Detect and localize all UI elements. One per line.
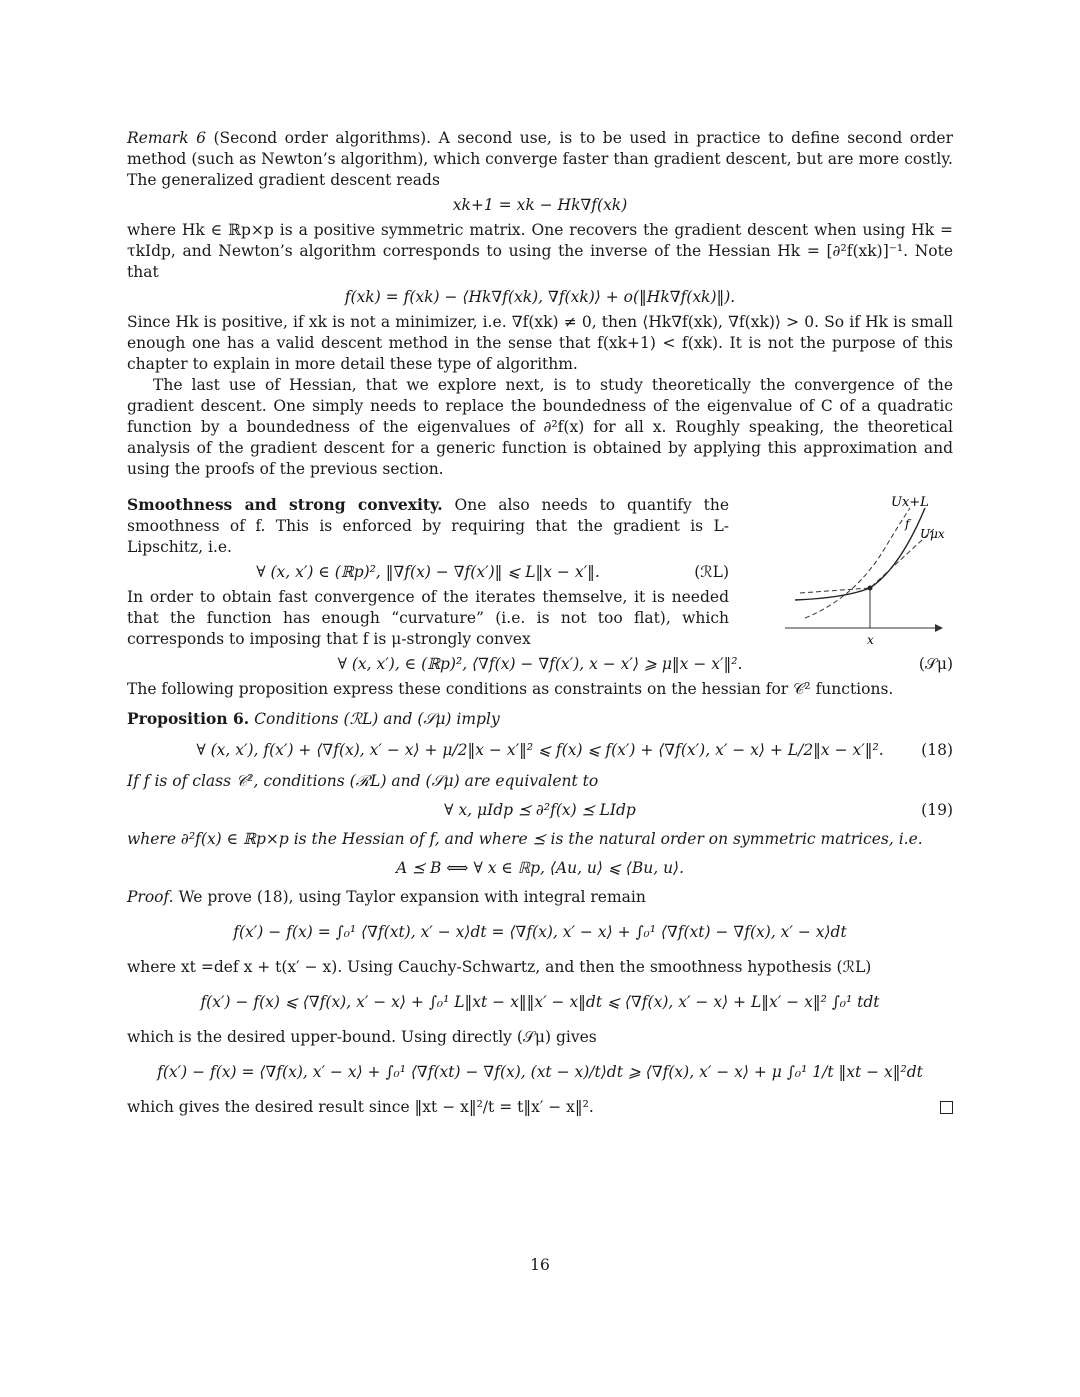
proposition-label: Proposition 6. — [127, 709, 250, 728]
proof-text-4-line — [127, 1097, 953, 1118]
remark-title: (Second order algorithms). — [213, 129, 432, 147]
figure-label-x: x — [867, 633, 874, 647]
smoothness-paragraph — [127, 494, 729, 558]
smoothness-text-3: The following proposition express these conditions as constraints on the hessian for 𝒞² functions. — [127, 680, 894, 698]
proof-text-3: which is the desired upper-bound. Using directly (𝒮μ) gives — [127, 1028, 597, 1046]
figure-lower-bound-curve — [800, 528, 935, 593]
equation-RL-body: ∀ (x, x′) ∈ (ℝp)², ‖∇f(x) − ∇f(x′)‖ ⩽ L‖x − x′‖. — [256, 563, 600, 581]
proof-text-4: which gives the desired result since ‖xt − x‖²/t = t‖x′ − x‖². — [127, 1098, 594, 1116]
qed-square-icon — [940, 1101, 953, 1114]
proposition-statement-3: where ∂²f(x) ∈ ℝp×p is the Hessian of f, and where ⪯ is the natural order on symmetric matrices, i.e. — [127, 830, 923, 848]
proposition-statement-2: If f is of class 𝒞², conditions (ℛL) and (𝒮μ) are equivalent to — [127, 772, 599, 790]
smoothness-text-2: In order to obtain fast convergence of the iterates themselve, it is needed that the function has enough “curvature” (i.e. is not too flat), which corresponds to imposing that f is μ-strongly convex — [127, 588, 729, 648]
remark-label: Remark 6 — [127, 129, 206, 147]
proof-text-2: where xt =def x + t(x′ − x). Using Cauchy-Schwartz, and then the smoothness hypothesis (ℛL) — [127, 958, 872, 976]
proof-label: Proof. — [127, 888, 174, 906]
equation-19 — [127, 800, 953, 821]
equation-RL-tag: (ℛL) — [694, 563, 729, 581]
proof-paragraph-1 — [127, 887, 953, 908]
page-number: 16 — [530, 1256, 550, 1274]
proposition-paragraph — [127, 708, 953, 730]
equation-order: A ⪯ B ⟺ ∀ x ∈ ℝp, ⟨Au, u⟩ ⩽ ⟨Bu, u⟩. — [395, 859, 685, 877]
equation-18-tag: (18) — [921, 741, 953, 759]
figure-label-lower: Uμx — [920, 527, 945, 541]
equation-18 — [127, 740, 953, 761]
smoothness-section — [127, 494, 953, 675]
remark-text-1: A second use, is to be used in practice to define second order method (such as Newton’s algorithm), which converge faster than gradient descent, but are more costly. The generalized gradient descent reads — [127, 129, 953, 189]
remark-text-2: where Hk ∈ ℝp×p is a positive symmetric matrix. One recovers the gradient descent when using Hk = τkIdp, and Newton’s algorithm corresponds to using the inverse of the Hessian Hk = [∂²f(xk)]⁻¹. Note that — [127, 221, 953, 281]
page-content — [127, 128, 953, 1118]
equation-gradient-step: xk+1 = xk − Hk∇f(xk) — [452, 196, 628, 214]
equation-taylor: f(xk) = f(xk) − ⟨Hk∇f(xk), ∇f(xk)⟩ + o(‖Hk∇f(xk)‖). — [344, 288, 736, 306]
equation-18-body: ∀ (x, x′), f(x′) + ⟨∇f(x), x′ − x⟩ + μ/2‖x − x′‖² ⩽ f(x) ⩽ f(x′) + ⟨∇f(x′), x′ − x⟩ + L/2‖x − x′‖². — [196, 741, 884, 759]
equation-proof-a: f(x′) − f(x) = ∫₀¹ ⟨∇f(xt), x′ − x⟩dt = ⟨∇f(x), x′ − x⟩ + ∫₀¹ ⟨∇f(xt) − ∇f(x), x′ − x⟩dt — [233, 923, 847, 941]
convexity-figure — [775, 488, 955, 658]
equation-Smu-tag: (𝒮μ) — [918, 655, 953, 673]
figure-upper-bound-curve — [805, 508, 910, 618]
smoothness-heading: Smoothness and strong convexity. — [127, 495, 443, 514]
equation-Smu — [127, 654, 953, 675]
remark-text-4: The last use of Hessian, that we explore next, is to study theoretically the convergence of the gradient descent. One simply needs to replace the boundedness of the eigenvalue of C of a quadratic function by a boundedness of the eigenvalues of ∂²f(x) for all x. Roughly speaking, the theoretical analysis of the gradient descent for a generic function is obtained by applying this approximation and using the proofs of the previous section. — [127, 376, 953, 478]
equation-Smu-body: ∀ (x, x′), ∈ (ℝp)², ⟨∇f(x) − ∇f(x′), x − x′⟩ ⩾ μ‖x − x′‖². — [337, 655, 743, 673]
figure-label-f: f — [905, 517, 910, 531]
proposition-statement: Conditions (ℛL) and (𝒮μ) imply — [254, 710, 500, 728]
equation-proof-b: f(x′) − f(x) ⩽ ⟨∇f(x), x′ − x⟩ + ∫₀¹ L‖xt − x‖‖x′ − x‖dt ⩽ ⟨∇f(x), x′ − x⟩ + L‖x′ − x‖² ∫₀¹ tdt — [200, 993, 880, 1011]
equation-RL — [127, 562, 729, 583]
figure-axis-arrow — [935, 624, 943, 632]
figure-label-upper: Ux+L — [891, 495, 929, 510]
smoothness-text-1: One also needs to quantify the smoothness of f. This is enforced by requiring that the gradient is L-Lipschitz, i.e. — [127, 496, 729, 556]
equation-19-body: ∀ x, μIdp ⪯ ∂²f(x) ⪯ LIdp — [444, 801, 636, 819]
proof-text-1: We prove (18), using Taylor expansion with integral remain — [178, 888, 646, 906]
remark-paragraph — [127, 128, 953, 191]
remark-text-3: Since Hk is positive, if xk is not a minimizer, i.e. ∇f(xk) ≠ 0, then ⟨Hk∇f(xk), ∇f(xk)⟩ > 0. So if Hk is small enough one has a valid descent method in the sense that f(xk+1) < f(xk). It is not the purpose of this chapter to explain in more detail these type of algorithm. — [127, 313, 953, 373]
equation-19-tag: (19) — [921, 801, 953, 819]
equation-proof-c: f(x′) − f(x) = ⟨∇f(x), x′ − x⟩ + ∫₀¹ ⟨∇f(xt) − ∇f(x), (xt − x)/t⟩dt ⩾ ⟨∇f(x), x′ − x⟩ + μ ∫₀¹ 1/t ‖xt − x‖²dt — [157, 1063, 923, 1081]
